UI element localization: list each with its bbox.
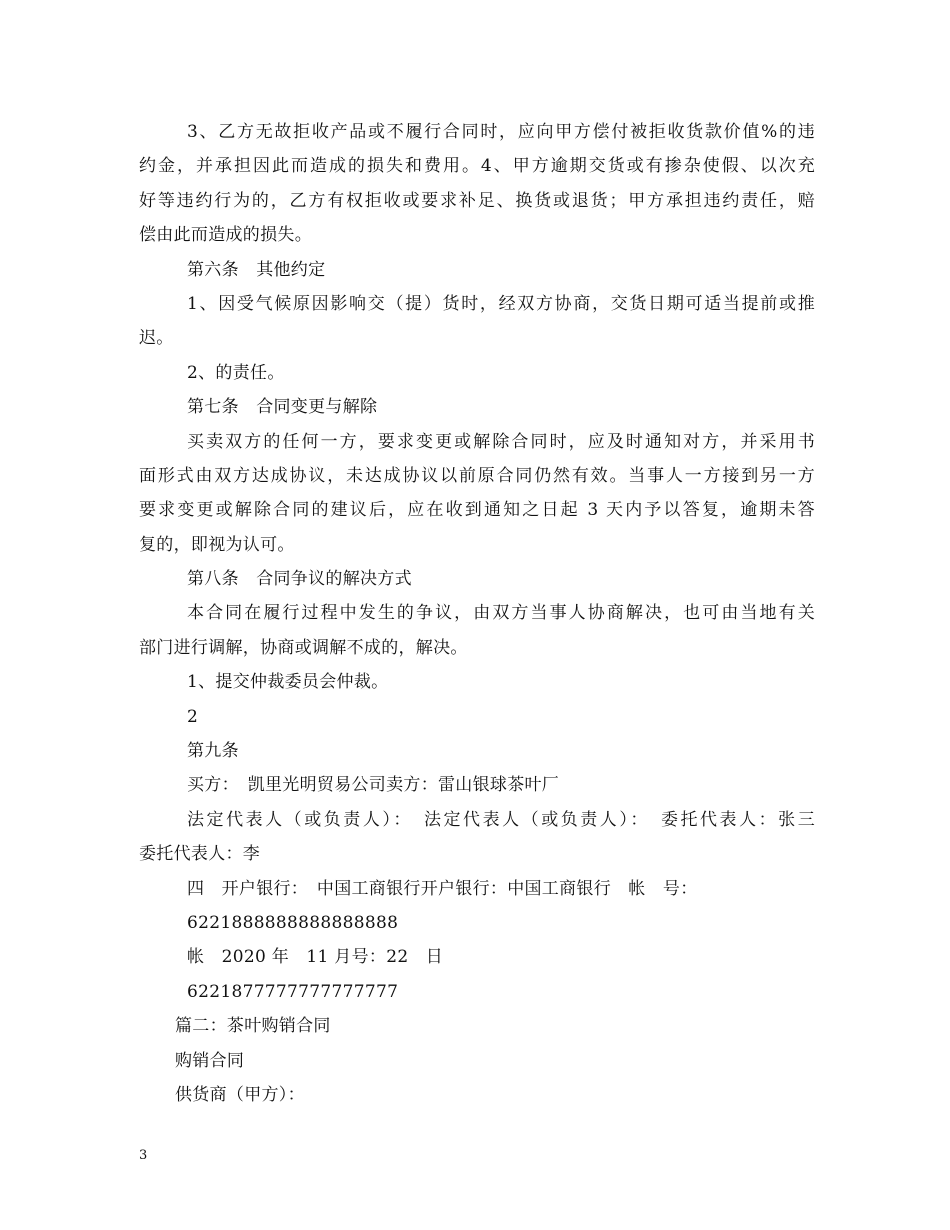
text-line: 迟。: [139, 328, 174, 349]
text-line: 约金，并承担因此而造成的损失和费用。4、甲方逾期交货或有掺杂使假、以次充: [139, 156, 815, 177]
document-body: [139, 115, 815, 1112]
section-heading: 第九条: [187, 741, 239, 762]
text-line: 1、因受气候原因影响交（提）货时，经双方协商，交货日期可适当提前或推: [187, 293, 815, 314]
section-heading: 篇二：茶叶购销合同: [175, 1016, 331, 1037]
text-line: 面形式由双方达成协议，未达成协议以前原合同仍然有效。当事人一方接到另一方: [139, 465, 815, 486]
page-number: 3: [139, 1148, 148, 1163]
text-line: 本合同在履行过程中发生的争议，由双方当事人协商解决，也可由当地有关: [187, 603, 815, 624]
text-line: 6221888888888888888: [187, 912, 399, 933]
text-line: 法定代表人（或负责人）： 法定代表人（或负责人）： 委托代表人：张三: [187, 809, 815, 830]
text-line: 委托代表人：李: [139, 844, 261, 865]
text-line: 复的，即视为认可。: [139, 534, 295, 555]
text-line: 2: [187, 706, 199, 727]
text-line: 6221877777777777777: [187, 981, 399, 1002]
text-line: 偿由此而造成的损失。: [139, 225, 312, 246]
section-heading: 第六条 其他约定: [187, 259, 326, 280]
text-line: 供货商（甲方）：: [175, 1084, 305, 1105]
text-line: 帐 2020 年 11 月号：22 日: [187, 947, 444, 968]
text-line: 要求变更或解除合同的建议后，应在收到通知之日起 3 天内予以答复，逾期未答: [139, 500, 815, 521]
section-heading: 第七条 合同变更与解除: [187, 397, 378, 418]
text-line: 3、乙方无故拒收产品或不履行合同时，应向甲方偿付被拒收货款价值%的违: [187, 122, 815, 142]
text-line: 1、提交仲裁委员会仲裁。: [187, 672, 389, 693]
text-line: 买卖双方的任何一方，要求变更或解除合同时，应及时通知对方，并采用书: [187, 431, 815, 452]
text-line: 好等违约行为的，乙方有权拒收或要求补足、换货或退货；甲方承担违约责任，赔: [139, 190, 815, 211]
section-heading: 第八条 合同争议的解决方式: [187, 569, 412, 590]
text-line: 部门进行调解，协商或调解不成的，解决。: [139, 637, 468, 658]
text-line: 四 开户银行： 中国工商银行开户银行：中国工商银行 帐 号：: [187, 878, 698, 899]
section-heading: 购销合同: [175, 1050, 245, 1071]
text-line: 买方： 凯里光明贸易公司卖方：雷山银球茶叶厂: [187, 775, 560, 796]
text-line: 2、的责任。: [187, 362, 285, 383]
